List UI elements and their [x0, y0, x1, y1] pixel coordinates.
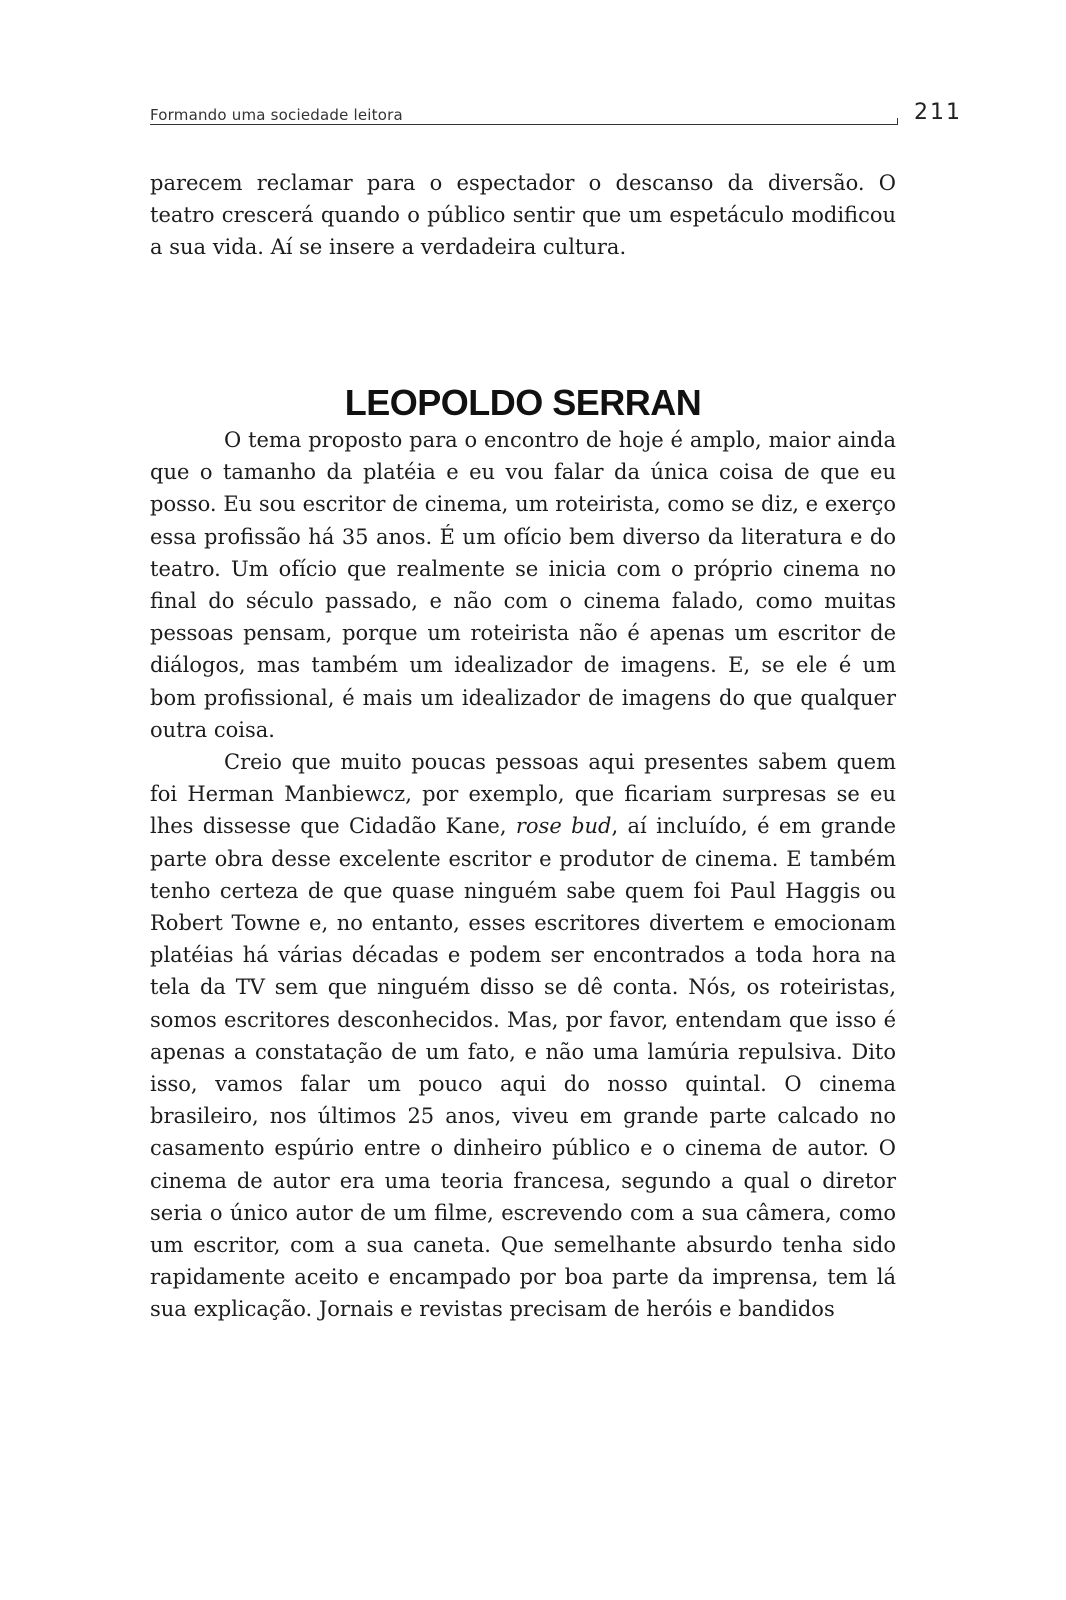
page-number: 211	[914, 100, 962, 125]
paragraph-2-part-2: , aí incluído, é em grande parte obra desse excelente escritor e produtor de cinema. E também tenho certeza de que quase ninguém sabe quem foi Paul Haggis ou Robert Towne e, no entanto, esses escritores divertem e emocionam platéias há várias décadas e podem ser encontrados a toda hora na tela da TV sem que ninguém disso se dê conta. Nós, os roteiristas, somos escritores desconhecidos. Mas, por favor, entendam que isso é apenas a constatação de um fato, e não uma lamúria repulsiva. Dito isso, vamos falar um pouco aqui do nosso quintal. O cinema brasileiro, nos últimos 25 anos, viveu em grande parte calcado no casamento espúrio entre o dinheiro público e o cinema de autor. O cinema de autor era uma teoria francesa, segundo a qual o diretor seria o único autor de um filme, escrevendo com a sua câmera, como um escritor, com a sua caneta. Que semelhante absurdo tenha sido rapidamente aceito e encampado por boa parte da imprensa, tem lá sua explicação. Jornais e revistas precisam de heróis e bandidos	[150, 814, 896, 1322]
running-head	[150, 96, 962, 128]
paragraph-2	[150, 746, 896, 1326]
section-body	[150, 424, 896, 1326]
continuation-text-block	[150, 167, 896, 264]
section-title: LEOPOLDO SERRAN	[344, 381, 702, 423]
paragraph-2-part-1: Creio que muito poucas pessoas aqui presentes sabem quem foi Herman Manbiewcz, por exemplo, que ficariam surpresas se eu lhes dissesse que Cidadão Kane,	[150, 750, 896, 839]
header-rule	[150, 124, 898, 125]
italic-phrase-rose-bud: rose bud	[515, 814, 612, 839]
paragraph-1: O tema proposto para o encontro de hoje é amplo, maior ainda que o tamanho da platéia e eu vou falar da única coisa de que eu posso. Eu sou escritor de cinema, um roteirista, como se diz, e exerço essa profissão há 35 anos. É um ofício bem diverso da literatura e do teatro. Um ofício que realmente se inicia com o próprio cinema no final do século passado, e não com o cinema falado, como muitas pessoas pensam, porque um roteirista não é apenas um escritor de diálogos, mas também um idealizador de imagens. E, se ele é um bom profissional, é mais um idealizador de imagens do que qualquer outra coisa.	[150, 428, 896, 742]
header-rule-tick	[897, 118, 898, 125]
running-title: Formando uma sociedade leitora	[150, 106, 403, 124]
continuation-paragraph: parecem reclamar para o espectador o descanso da diversão. O teatro crescerá quando o público sentir que um espetáculo modificou a sua vida. Aí se insere a verdadeira cultura.	[150, 171, 896, 260]
